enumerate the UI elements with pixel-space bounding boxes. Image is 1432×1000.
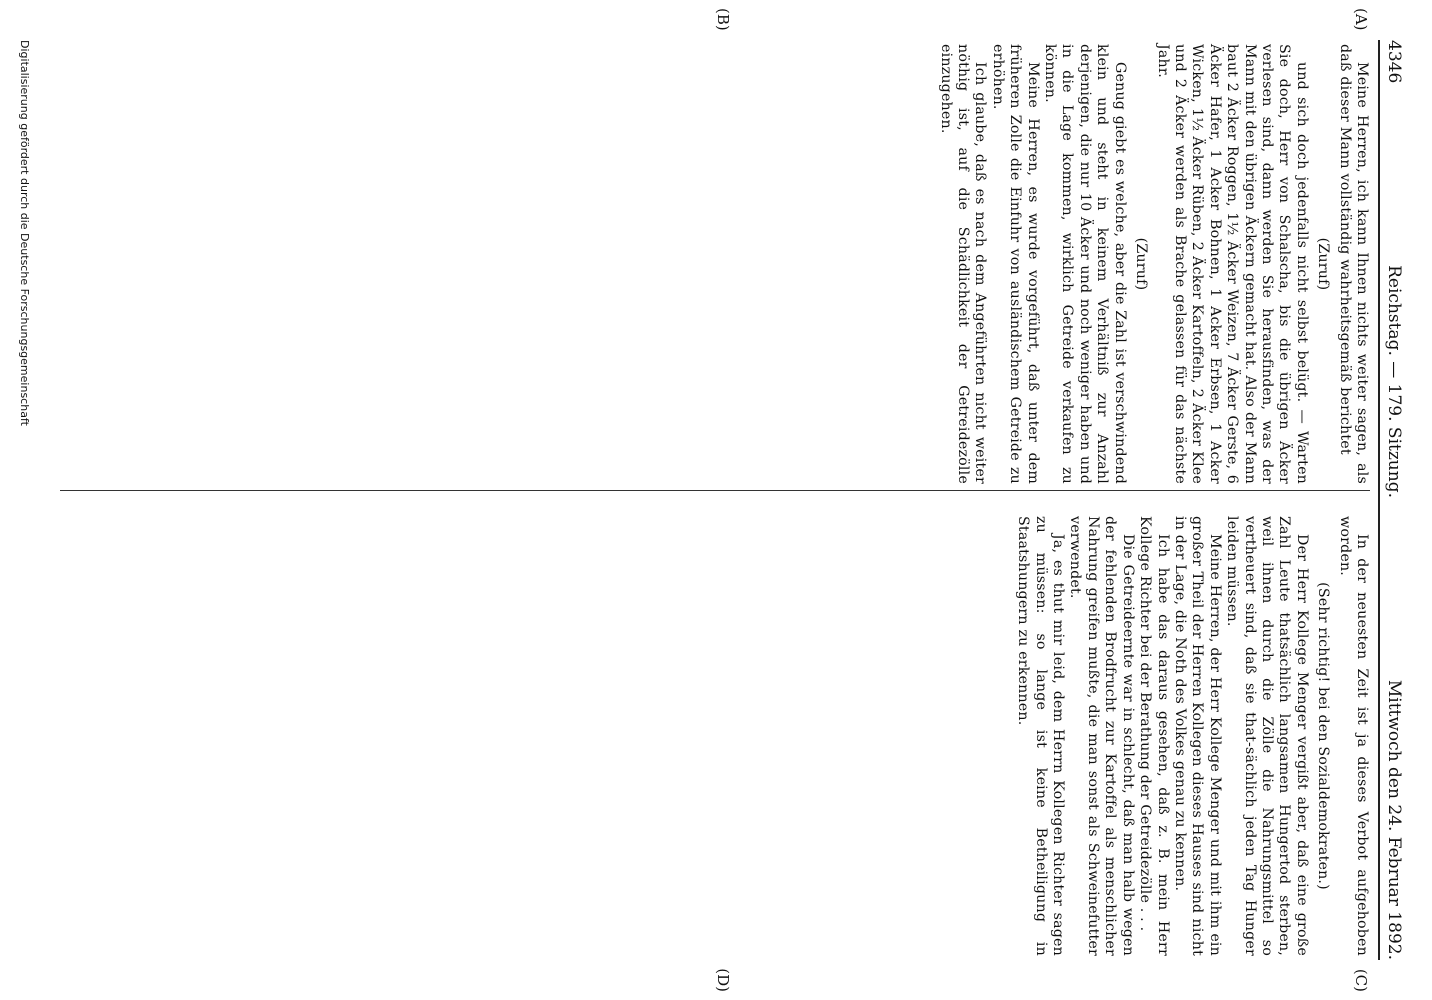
margin-marker-b: (B) xyxy=(714,8,732,31)
margin-marker-a: (A) xyxy=(1352,8,1370,31)
interjection: (Sehr richtig! bei den Sozialdemokraten.) xyxy=(1315,582,1332,890)
page-number: 4346 xyxy=(1384,40,1404,84)
interjection: (Zuruf) xyxy=(1133,237,1150,291)
paragraph: Ich habe das daraus gesehen, daß z. B. mein Herr Kollege Richter bei der Berathung der Getreidezölle . . . xyxy=(1137,516,1171,956)
paragraph: In der neuesten Zeit ist ja dieses Verbot aufgehoben worden. xyxy=(1336,516,1370,956)
paragraph: Meine Herren, ich kann Ihnen nichts weiter sagen, als daß dieser Mann vollständig wahrheitsgemäß berichtet xyxy=(1336,44,1370,484)
interjection: (Zuruf) xyxy=(1315,237,1332,291)
paragraph: und sich doch jedenfalls nicht selbst belügt. — Warten Sie doch, Herr von Schalscha, bis die übrigen Äcker verlesen sind, dann werden Sie herausfinden, was der Mann mit den übrigen Äckern gemacht hat. Also der Mann baut 2 Äcker Roggen, 1½ Äcker Weizen, 7 Äcker Gerste, 6 Äcker Hafer, 1 Acker Bohnen, 1 Acker Erbsen, 1 Acker Wicken, 1½ Äcker Rüben, 2 Äcker Kartoffeln, 2 Äcker Klee und 2 Äcker werden als Brache gelassen für das nächste Jahr. xyxy=(1154,44,1310,484)
paragraph: Genug giebt es welche, aber die Zahl ist verschwindend klein und steht in keinem Verhältniß zur Anzahl derjenigen, die nur 10 Äcker und noch weniger haben und in die Lage kommen, wirklich Getreide verkaufen zu können. xyxy=(1042,44,1128,484)
session-title: Reichstag. — 179. Sitzung. xyxy=(1384,265,1404,498)
paragraph: Die Getreideernte war in schlecht, daß man halb wegen der fehlenden Brodfrucht zur Kartoffel als menschlicher Nahrung greifen mußte, die man sonst als Schweinefutter verwendet. xyxy=(1067,516,1136,956)
paragraph: Ja, es thut mir leid, dem Herrn Kollegen Richter sagen zu müssen: so lange ist keine Betheiligung in Staatshungern zu erkennen. xyxy=(1015,516,1067,956)
paragraph: Der Herr Kollege Menger vergißt aber, daß eine große Zahl Leute thatsächlich langsamen Hungertod sterben, weil ihnen durch die Zölle die Nahrungsmittel so vertheuert sind, daß sie that-sächlich jeden Tag Hunger leiden müssen. xyxy=(1224,516,1310,956)
left-column xyxy=(936,44,1370,484)
page-header xyxy=(1378,40,1412,960)
column-divider xyxy=(60,490,1370,491)
digitization-credit: Digitalisierung gefördert durch die Deutsche Forschungsgemeinschaft xyxy=(18,40,31,426)
paragraph: Ich glaube, daß es nach dem Angeführten nicht weiter nöthig ist, auf die Schädlichkeit der Getreidezölle einzugehen. xyxy=(937,44,989,484)
margin-marker-d: (D) xyxy=(714,968,732,992)
right-column xyxy=(1014,516,1370,956)
paragraph: Meine Herren, der Herr Kollege Menger und mit ihm ein großer Theil der Herren Kollegen dieses Hauses sind nicht in der Lage, die Noth des Volkes genau zu kennen. xyxy=(1171,516,1223,956)
session-date: Mittwoch den 24. Februar 1892. xyxy=(1384,679,1404,960)
paragraph: Meine Herren, es wurde vorgeführt, daß unter dem früheren Zolle die Einfuhr von ausländischem Getreide zu erhöhen. xyxy=(989,44,1041,484)
margin-marker-c: (C) xyxy=(1352,968,1370,992)
